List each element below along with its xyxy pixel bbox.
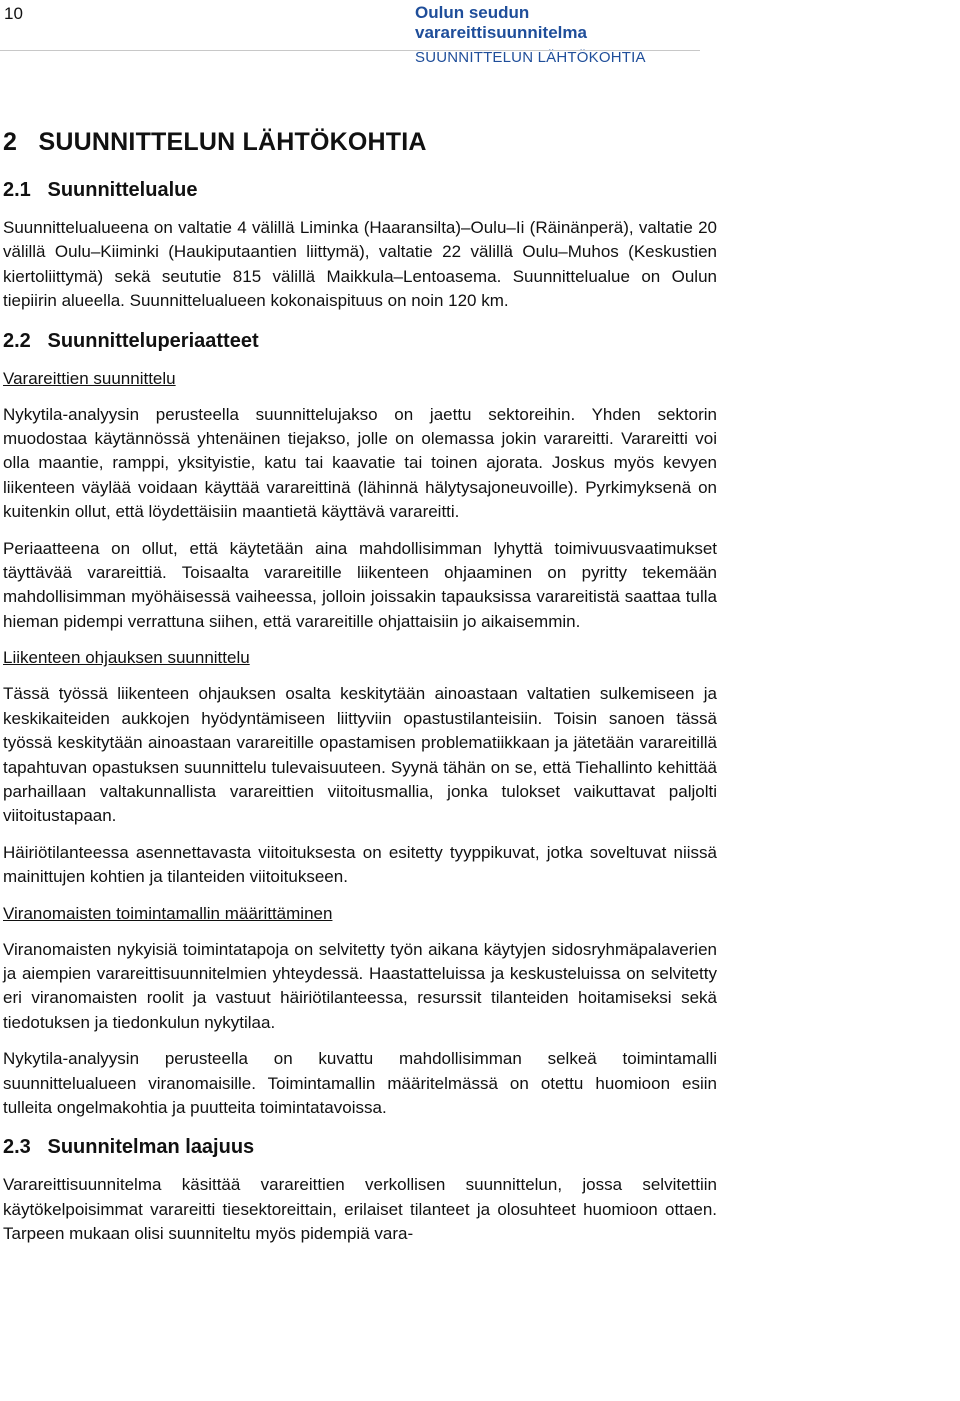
page-number: 10	[4, 4, 23, 23]
running-header	[415, 0, 700, 66]
subheading-varareittien-suunnittelu: Varareittien suunnittelu	[3, 368, 176, 388]
document-subtitle: SUUNNITTELUN LÄHTÖKOHTIA	[415, 49, 646, 66]
section-heading-2-3: 2.3 Suunnitelman laajuus	[3, 1136, 255, 1159]
document-title: Oulun seudun varareittisuunnitelma	[415, 3, 587, 42]
section-heading-2-1: 2.1 Suunnittelualue	[3, 179, 198, 201]
paragraph: Periaatteena on ollut, että käytetään aina mahdollisimman lyhyttä toimivuusvaatimukset täyttävää varareittiä. Toisaalta varareitille liikenteen ohjaaminen on pyritty tekemään mahdollisimman myöhäisessä vaiheessa, jolloin joissakin tapauksissa varareitistä saattaa tulla hieman pidempi verrattuna siihen, että varareitille ohjattaisiin jo aikaisemmin.	[3, 538, 717, 631]
page-header	[0, 0, 960, 66]
paragraph: Nykytila-analyysin perusteella on kuvattu mahdollisimman selkeä toimintamalli suunnittelualueen viranomaisille. Toimintamallin määritelmässä on otettu huomioon esiin tulleita ongelmakohtia ja puutteita toimintatavoissa.	[3, 1049, 717, 1117]
paragraph: Häiriötilanteessa asennettavasta viitoituksesta on esitetty tyyppikuvat, jotka soveltuvat niissä mainittujen kohtien ja tilanteiden viitoitukseen.	[3, 842, 717, 887]
subheading-liikenteen-ohjaus: Liikenteen ohjauksen suunnittelu	[3, 648, 250, 668]
chapter-heading: 2 SUUNNITTELUN LÄHTÖKOHTIA	[3, 128, 427, 156]
paragraph: Nykytila-analyysin perusteella suunnittelujakso on jaettu sektoreihin. Yhden sektorin muodostaa käytännössä yhtenäinen tiejakso, jolle on olemassa jokin varareitti. Varareitti voi olla maantie, ramppi, yksityistie, katu tai kaavatie tai toinen ajorata. Joskus myös kevyen liikenteen väylää voidaan käyttää varareittinä (lähinnä hälytysajoneuvoille). Pyrkimyksenä on kuitenkin ollut, että löydettäisiin maantietä käyttävä varareitti.	[3, 404, 717, 522]
page-content	[3, 128, 717, 1259]
paragraph: Suunnittelualueena on valtatie 4 välillä Liminka (Haaransilta)–Oulu–Ii (Räinänperä), valtatie 20 välillä Oulu–Kiiminki (Haukiputaantien liittymä), valtatie 22 välillä Oulu–Muhos (Keskustien kiertoliittymä) sekä seututie 815 välillä Maikkula–Lentoasema. Suunnittelualue on Oulun tiepiirin alueella. Suunnittelualueen kokonaispituus on noin 120 km.	[3, 218, 717, 311]
header-divider	[0, 50, 700, 51]
paragraph: Viranomaisten nykyisiä toimintatapoja on selvitetty työn aikana käytyjen sidosryhmäpalaverien ja aiempien varareittisuunnitelmien yhteydessä. Haastatteluissa ja keskusteluissa on selvitetty eri viranomaisten roolit ja vastuut häiriötilanteessa, resurssit tilanteiden hoitamiseksi sekä tiedotuksen ja tiedonkulun nykytilaa.	[3, 939, 717, 1032]
paragraph: Varareittisuunnitelma käsittää varareittien verkollisen suunnittelun, jossa selvitettiin käytökelpoisimmat varareitti tiesektoreittain, erilaiset tilanteet ja olosuhteet huomioon ottaen. Tarpeen mukaan olisi suunniteltu myös pidempiä vara-	[3, 1175, 717, 1244]
paragraph: Tässä työssä liikenteen ohjauksen osalta keskitytään ainoastaan valtatien sulkemiseen ja keskikaiteiden aukkojen hyödyntämiseen liittyviin opastustilanteisiin. Toisin sanoen tässä työssä keskitytään ainoastaan varareitille opastamisen problematiikkaan ja jätetään varareitillä tapahtuvan opastuksen suunnittelu tulevaisuuteen. Syynä tähän on se, että Tiehallinto kehittää parhaillaan valtakunnallista varareittien viitoitusmallia, jonka tulokset vaikuttavat paljolti viitoitustapaan.	[3, 684, 717, 826]
subheading-viranomaisten-toimintamalli: Viranomaisten toimintamallin määrittäminen	[3, 903, 333, 923]
section-heading-2-2: 2.2 Suunnitteluperiaatteet	[3, 329, 259, 352]
